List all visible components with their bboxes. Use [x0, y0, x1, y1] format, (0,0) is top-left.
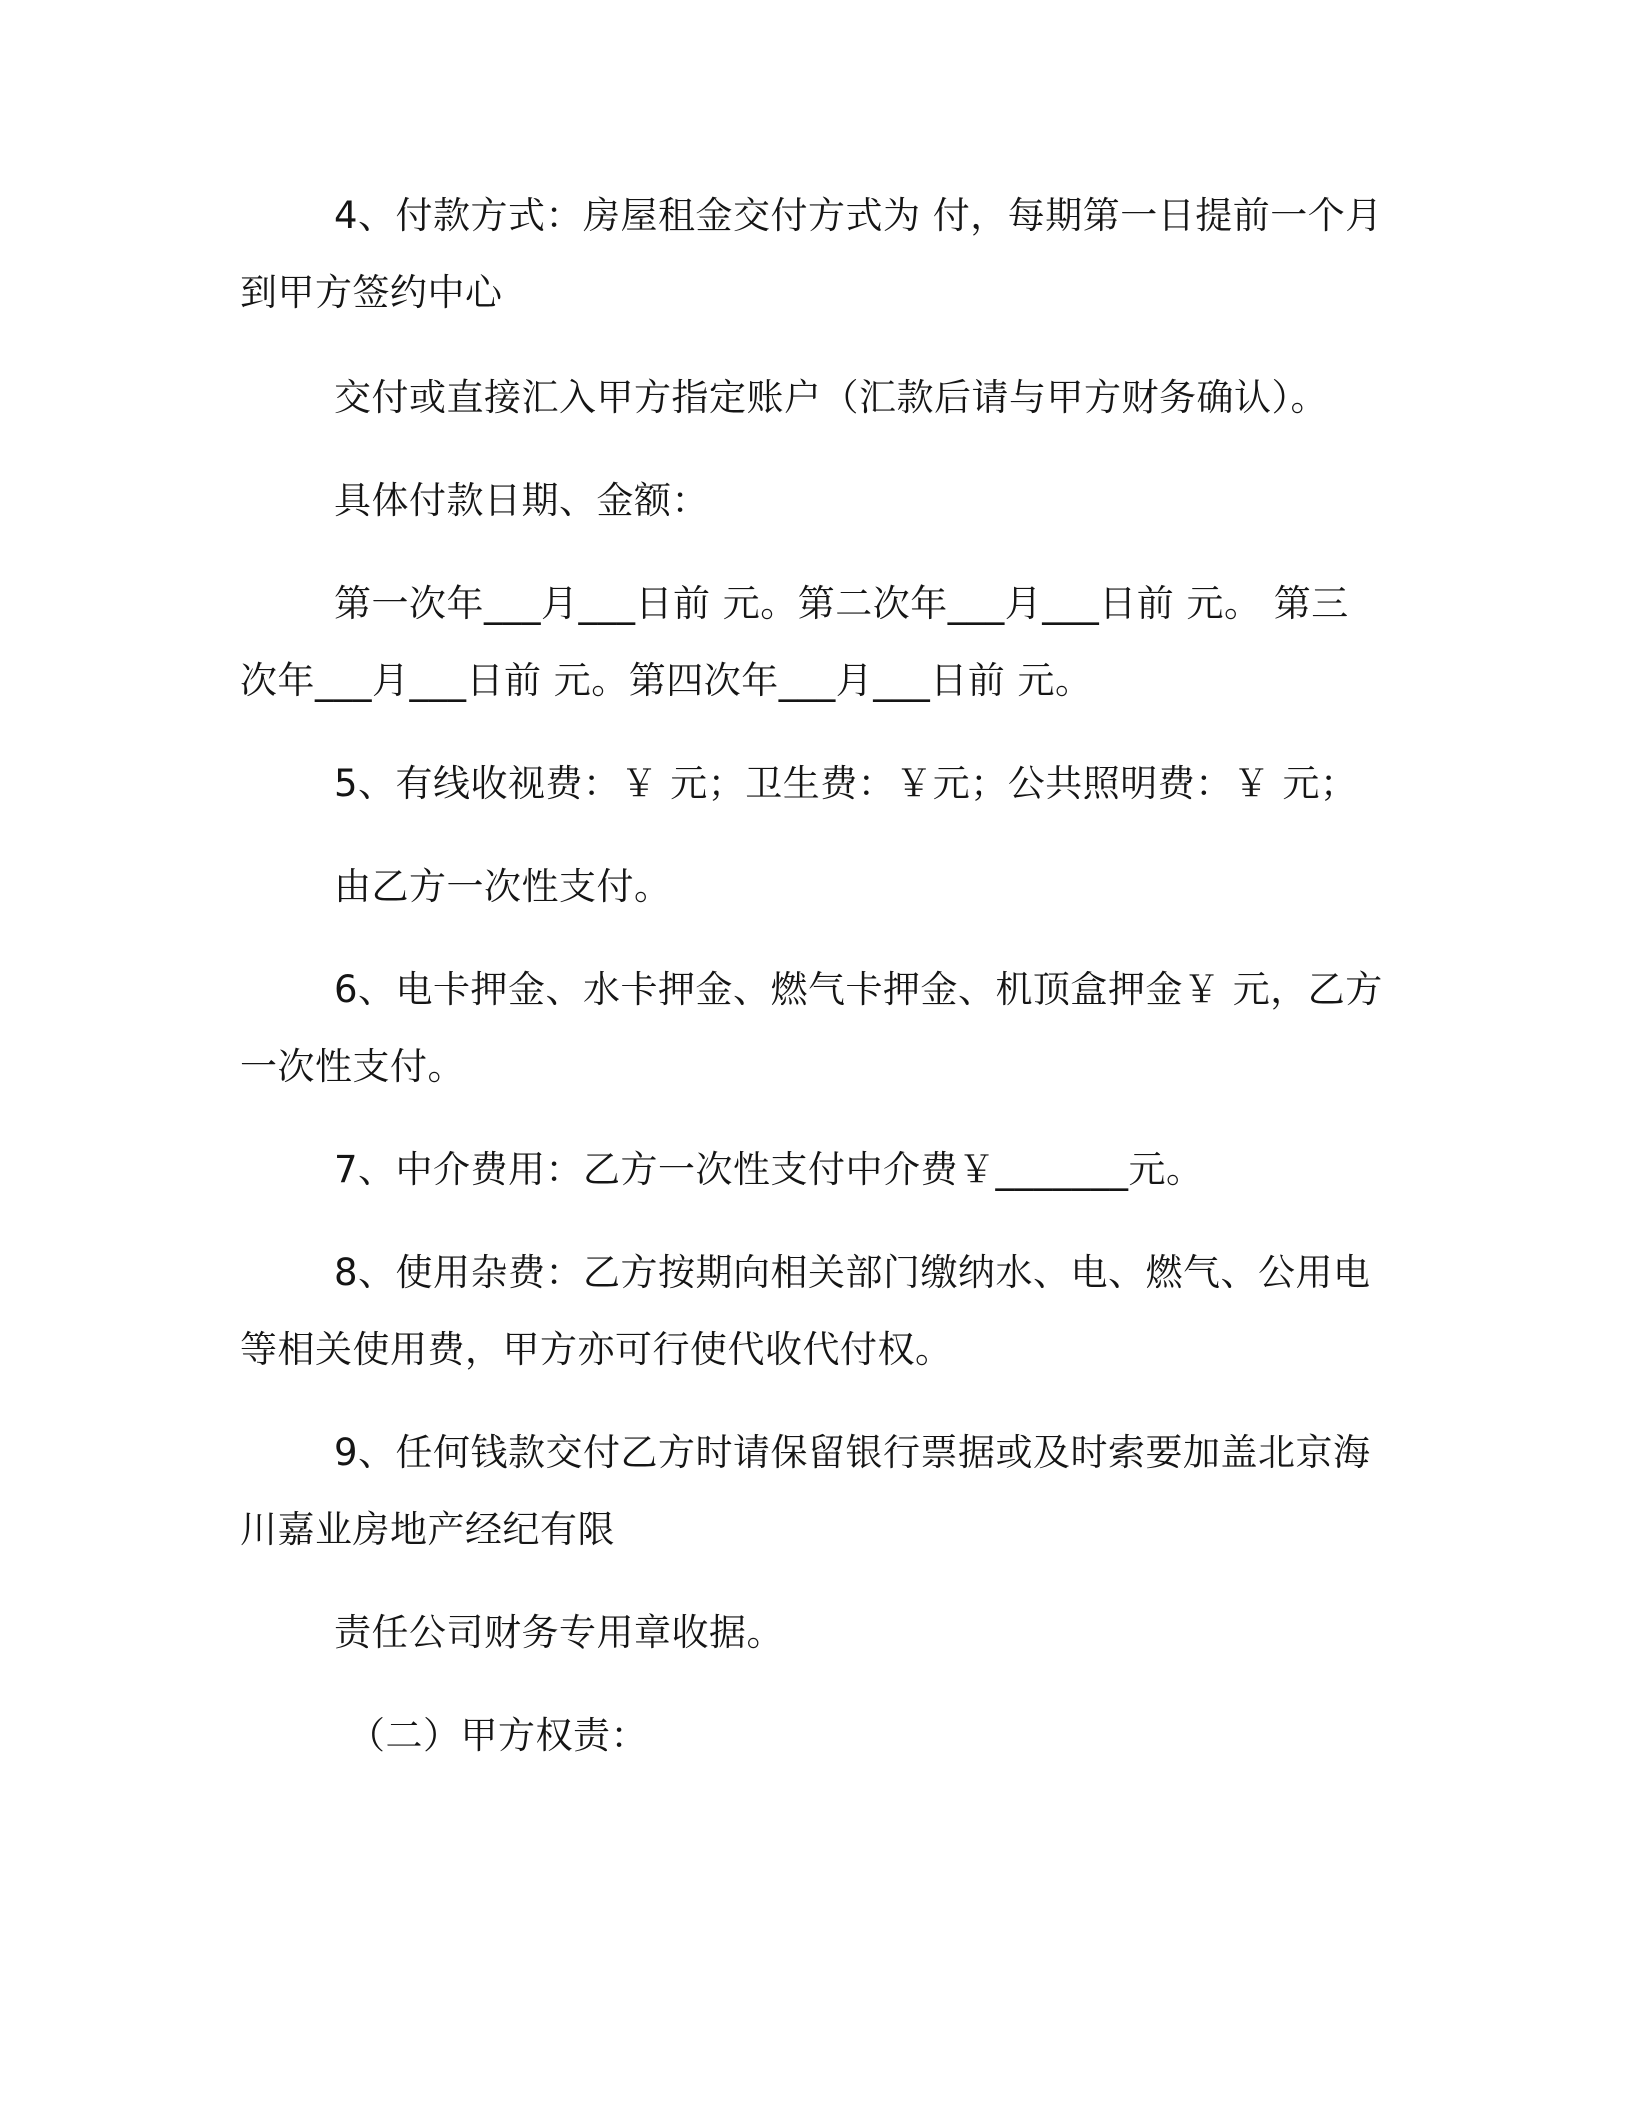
payment-schedule-heading: 具体付款日期、金额： — [334, 479, 709, 522]
section-heading-party-a-rights: （二）甲方权责： — [348, 1714, 648, 1757]
payment-method-line-1: 4、付款方式：房屋租金交付方式为 付，每期第一日提前一个月 — [334, 194, 1383, 237]
fees-clause-line-2: 由乙方一次性支付。 — [334, 865, 672, 908]
payment-method-line-2: 到甲方签约中心 — [240, 271, 503, 314]
deposit-clause-line-2: 一次性支付。 — [240, 1045, 465, 1088]
receipt-clause-line-3: 责任公司财务专用章收据。 — [334, 1611, 784, 1654]
receipt-clause-line-1: 9、任何钱款交付乙方时请保留银行票据或及时索要加盖北京海 — [334, 1431, 1371, 1474]
payment-method-line-3: 交付或直接汇入甲方指定账户（汇款后请与甲方财务确认）。 — [334, 376, 1328, 419]
misc-fee-clause-line-2: 等相关使用费，甲方亦可行使代收代付权。 — [240, 1328, 953, 1371]
payment-schedule-line-1: 第一次年___月___日前 元。第二次年___月___日前 元。 第三 — [334, 582, 1349, 625]
fees-clause-line-1: 5、有线收视费：￥ 元；卫生费：￥元；公共照明费：￥ 元； — [334, 762, 1358, 805]
receipt-clause-line-2: 川嘉业房地产经纪有限 — [240, 1508, 615, 1551]
payment-schedule-line-2: 次年___月___日前 元。第四次年___月___日前 元。 — [240, 659, 1093, 702]
agency-fee-clause: 7、中介费用：乙方一次性支付中介费￥_______元。 — [334, 1148, 1204, 1191]
deposit-clause-line-1: 6、电卡押金、水卡押金、燃气卡押金、机顶盒押金￥ 元，乙方 — [334, 968, 1383, 1011]
misc-fee-clause-line-1: 8、使用杂费：乙方按期向相关部门缴纳水、电、燃气、公用电 — [334, 1251, 1371, 1294]
